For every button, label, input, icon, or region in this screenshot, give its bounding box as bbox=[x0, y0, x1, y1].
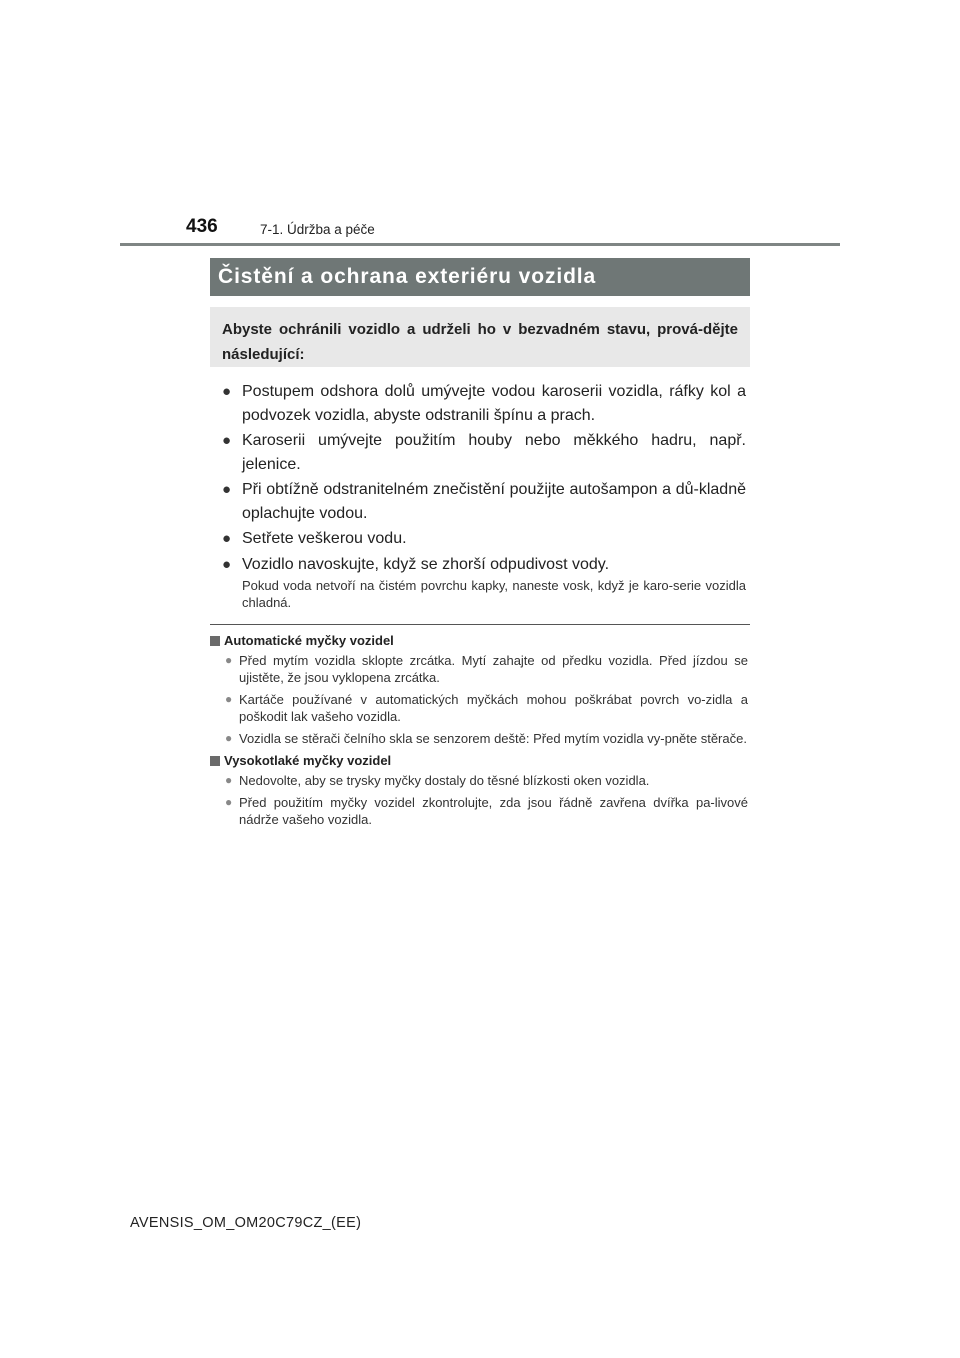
sub-heading-text: Vysokotlaké myčky vozidel bbox=[224, 753, 392, 768]
intro-box bbox=[210, 307, 750, 367]
note-text: Pokud voda netvoří na čistém povrchu kapky, naneste vosk, když je karo-serie vozidla chladná. bbox=[242, 578, 746, 610]
main-item-text: Postupem odshora dolů umývejte vodou karoserii vozidla, ráfky kol a podvozek vozidla, abyste odstranili špínu a prach. bbox=[242, 383, 746, 424]
bullet-icon: ● bbox=[222, 481, 232, 498]
page-number: 436 bbox=[186, 216, 218, 237]
footer-doc-id: AVENSIS_OM_OM20C79CZ_(EE) bbox=[130, 1215, 362, 1231]
main-item-text: Při obtížně odstranitelném znečistění použijte autošampon a dů-kladně oplachujte vodou. bbox=[242, 481, 746, 522]
square-bullet-icon bbox=[210, 756, 220, 766]
main-list-item bbox=[222, 380, 746, 427]
dot-bullet-icon: ● bbox=[225, 795, 233, 809]
main-list bbox=[222, 380, 746, 578]
bullet-icon: ● bbox=[222, 530, 232, 547]
info-sections bbox=[210, 632, 748, 833]
main-item-text: Karoserii umývejte použitím houby nebo měkkého hadru, např. jelenice. bbox=[242, 432, 746, 473]
sub-list-item bbox=[210, 652, 748, 686]
sub-list-item bbox=[210, 691, 748, 725]
square-bullet-icon bbox=[210, 636, 220, 646]
main-list-item bbox=[222, 553, 746, 577]
section-label: 7-1. Údržba a péče bbox=[260, 222, 375, 237]
sub-heading-text: Automatické myčky vozidel bbox=[224, 633, 394, 648]
sub-item-text: Před použitím myčky vozidel zkontrolujte, zda jsou řádně zavřena dvířka pa-livové nádrže vašeho vozidla. bbox=[239, 795, 748, 827]
dot-bullet-icon: ● bbox=[225, 731, 233, 745]
sub-heading bbox=[210, 752, 748, 770]
sub-item-text: Kartáče používané v automatických myčkách mohou poškrábat povrch vo-zidla a poškodit lak vašeho vozidla. bbox=[239, 692, 748, 724]
section-separator bbox=[210, 624, 750, 625]
sub-item-text: Vozidla se stěrači čelního skla se senzorem deště: Před mytím vozidla vy-pněte stěrače. bbox=[239, 731, 747, 746]
sub-heading bbox=[210, 632, 748, 650]
page-title: Čistění a ochrana exteriéru vozidla bbox=[218, 265, 597, 288]
bullet-icon: ● bbox=[222, 383, 232, 400]
bullet-icon: ● bbox=[222, 432, 232, 449]
dot-bullet-icon: ● bbox=[225, 692, 233, 706]
intro-text: Abyste ochránili vozidlo a udrželi ho v bezvadném stavu, prová-dějte následující: bbox=[222, 321, 738, 363]
dot-bullet-icon: ● bbox=[225, 773, 233, 787]
header-rule bbox=[120, 243, 840, 246]
main-list-item bbox=[222, 527, 746, 551]
main-item-text: Setřete veškerou vodu. bbox=[242, 530, 407, 547]
sub-list-item bbox=[210, 772, 748, 789]
dot-bullet-icon: ● bbox=[225, 653, 233, 667]
main-list-item bbox=[222, 478, 746, 525]
sub-item-text: Před mytím vozidla sklopte zrcátka. Mytí zahajte od předku vozidla. Před jízdou se ujistěte, že jsou vyklopena zrcátka. bbox=[239, 653, 748, 685]
sub-list-item bbox=[210, 730, 748, 747]
sub-list-item bbox=[210, 794, 748, 828]
sub-item-text: Nedovolte, aby se trysky myčky dostaly do těsné blízkosti oken vozidla. bbox=[239, 773, 650, 788]
title-bar bbox=[210, 258, 750, 296]
main-item-text: Vozidlo navoskujte, když se zhorší odpudivost vody. bbox=[242, 555, 610, 573]
bullet-icon: ● bbox=[222, 555, 232, 573]
main-list-item bbox=[222, 429, 746, 476]
